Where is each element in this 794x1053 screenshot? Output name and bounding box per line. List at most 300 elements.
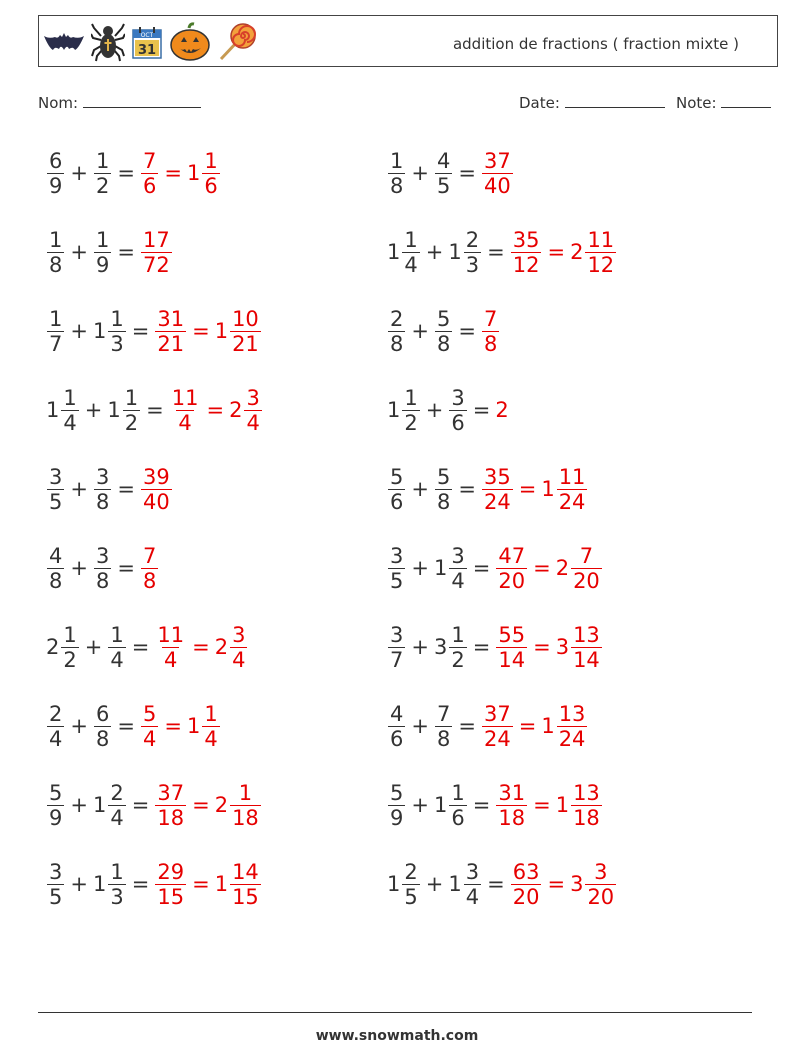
footer-url: www.snowmath.com <box>315 1028 479 1044</box>
answer-numerator: 63 <box>512 859 540 884</box>
term2-denominator: 9 <box>95 252 110 277</box>
answer <box>481 149 514 198</box>
equals-sign: = <box>117 240 135 264</box>
term2-fraction <box>94 702 111 751</box>
answer-numerator: 17 <box>142 227 170 252</box>
problem-row <box>46 301 262 361</box>
problem-row <box>387 143 514 203</box>
term1-whole: 2 <box>46 635 60 659</box>
term2-fraction <box>435 149 452 198</box>
plus-sign: + <box>70 477 88 501</box>
mixed-answer-whole: 1 <box>186 714 201 738</box>
mixed-answer-fraction <box>585 228 616 277</box>
plus-sign: + <box>411 161 429 185</box>
term2-fraction <box>449 544 466 593</box>
term2-fraction <box>108 781 125 830</box>
equals-sign: = <box>146 398 164 422</box>
mixed-answer-denominator: 4 <box>232 647 246 672</box>
mixed-answer-fraction <box>230 781 261 830</box>
equals-sign: = <box>117 714 135 738</box>
term2-denominator: 4 <box>110 647 124 672</box>
answer <box>140 228 173 277</box>
answer-equals-sign: = <box>192 319 210 343</box>
answer <box>495 398 508 422</box>
term2-whole: 1 <box>448 240 462 264</box>
answer <box>510 860 617 909</box>
answer-denominator: 4 <box>164 647 178 672</box>
mixed-answer-fraction <box>230 307 261 356</box>
term2-numerator: 1 <box>110 859 124 884</box>
term2-numerator: 4 <box>436 148 451 173</box>
term1-denominator: 5 <box>390 568 404 593</box>
term1-fraction <box>388 702 405 751</box>
term2-whole: 1 <box>92 872 107 896</box>
answer-fraction <box>155 623 186 672</box>
term1-numerator: 2 <box>49 701 63 726</box>
term1-fraction <box>61 386 78 435</box>
equals-sign: = <box>458 477 476 501</box>
equals-sign: = <box>472 793 491 817</box>
equals-sign: = <box>472 556 491 580</box>
mixed-answer-whole: 2 <box>214 793 229 817</box>
term2-denominator: 8 <box>436 489 451 514</box>
answer-fraction <box>155 860 186 909</box>
problem-row <box>46 696 221 756</box>
term2-fraction <box>123 386 140 435</box>
term1-denominator: 9 <box>49 173 63 198</box>
mixed-answer-whole: 1 <box>214 319 229 343</box>
term1-fraction <box>47 702 64 751</box>
problem-row <box>46 617 248 677</box>
plus-sign: + <box>425 872 444 896</box>
answer-fraction <box>170 386 201 435</box>
equals-sign: = <box>117 161 135 185</box>
answer <box>495 623 602 672</box>
term1-numerator: 1 <box>63 622 77 647</box>
problem-row <box>387 459 588 519</box>
answer-fraction <box>141 465 172 514</box>
plus-sign: + <box>84 398 103 422</box>
answer-denominator: 8 <box>142 568 157 593</box>
term2-fraction <box>449 386 466 435</box>
term1-numerator: 1 <box>390 148 404 173</box>
term2-denominator: 8 <box>95 568 110 593</box>
equals-sign: = <box>487 240 505 264</box>
term2-denominator: 6 <box>451 805 465 830</box>
answer-denominator: 72 <box>142 252 170 277</box>
term1-fraction <box>47 544 64 593</box>
term2-denominator: 6 <box>451 410 465 435</box>
plus-sign: + <box>70 161 88 185</box>
problem-row <box>46 775 262 835</box>
answer-numerator: 47 <box>498 543 526 568</box>
term2-numerator: 1 <box>451 622 465 647</box>
term2-fraction <box>94 149 111 198</box>
answer-equals-sign: = <box>518 477 537 501</box>
problem-row <box>387 696 588 756</box>
mixed-answer-whole: 1 <box>555 793 570 817</box>
mixed-answer-whole: 2 <box>555 556 570 580</box>
mixed-answer-numerator: 1 <box>238 780 253 805</box>
term2-denominator: 2 <box>124 410 139 435</box>
answer-denominator: 6 <box>142 173 157 198</box>
term2-fraction <box>449 623 466 672</box>
term1-fraction <box>388 307 405 356</box>
mixed-answer-fraction <box>557 702 588 751</box>
plus-sign: + <box>70 872 88 896</box>
term2-fraction <box>435 465 452 514</box>
term1-numerator: 6 <box>49 148 63 173</box>
problem-row <box>387 538 603 598</box>
answer-numerator: 37 <box>157 780 185 805</box>
term2-whole: 1 <box>448 872 462 896</box>
name-line <box>83 93 201 108</box>
mixed-answer-whole: 3 <box>570 872 584 896</box>
term2-numerator: 2 <box>110 780 124 805</box>
problem-row <box>387 854 617 914</box>
answer-numerator: 7 <box>483 306 498 331</box>
term2-denominator: 2 <box>451 647 465 672</box>
answer-equals-sign: = <box>547 872 566 896</box>
answer-denominator: 24 <box>483 726 511 751</box>
term1-fraction <box>47 781 64 830</box>
term2-fraction <box>464 228 481 277</box>
problem-row <box>46 854 262 914</box>
mixed-answer-numerator: 1 <box>204 148 218 173</box>
mixed-answer-numerator: 13 <box>573 622 600 647</box>
note-line <box>721 93 771 108</box>
term1-denominator: 7 <box>49 331 63 356</box>
mixed-answer-fraction <box>557 465 588 514</box>
answer-equals-sign: = <box>206 398 225 422</box>
term1-fraction <box>47 860 64 909</box>
plus-sign: + <box>411 635 429 659</box>
term1-numerator: 1 <box>49 227 63 252</box>
term2-fraction <box>108 307 125 356</box>
date-field[interactable] <box>519 93 665 112</box>
term1-fraction <box>388 465 405 514</box>
mixed-answer-numerator: 13 <box>573 780 600 805</box>
answer-numerator: 55 <box>498 622 526 647</box>
mixed-answer-denominator: 4 <box>204 726 218 751</box>
term1-denominator: 2 <box>63 647 77 672</box>
answer-denominator: 14 <box>498 647 526 672</box>
mixed-answer-fraction <box>230 623 247 672</box>
term2-denominator: 8 <box>95 489 110 514</box>
term2-numerator: 1 <box>451 780 465 805</box>
term1-denominator: 8 <box>390 331 404 356</box>
problem-row <box>387 301 500 361</box>
problem-row <box>387 775 603 835</box>
mixed-answer-whole: 1 <box>186 161 201 185</box>
answer-denominator: 40 <box>483 173 511 198</box>
plus-sign: + <box>84 635 103 659</box>
equals-sign: = <box>131 872 150 896</box>
term1-fraction <box>47 465 64 514</box>
term1-numerator: 1 <box>49 306 63 331</box>
mixed-answer-numerator: 11 <box>587 227 615 252</box>
term2-whole: 1 <box>92 319 107 343</box>
problem-row <box>387 617 603 677</box>
plus-sign: + <box>425 240 444 264</box>
answer-denominator: 24 <box>483 489 511 514</box>
answer <box>495 544 602 593</box>
term1-denominator: 7 <box>390 647 404 672</box>
term2-fraction <box>94 544 111 593</box>
mixed-answer-denominator: 20 <box>587 884 615 909</box>
mixed-answer-numerator: 14 <box>232 859 259 884</box>
worksheet-title: addition de fractions ( fraction mixte ) <box>452 35 739 53</box>
mixed-answer-denominator: 12 <box>587 252 615 277</box>
term1-denominator: 4 <box>49 726 63 751</box>
answer-equals-sign: = <box>533 635 551 659</box>
term2-numerator: 1 <box>110 306 124 331</box>
equals-sign: = <box>458 319 476 343</box>
answer-equals-sign: = <box>518 714 537 738</box>
answer-fraction <box>496 781 527 830</box>
term1-denominator: 8 <box>49 252 63 277</box>
calendar-icon <box>131 24 163 60</box>
mixed-answer-denominator: 18 <box>232 805 259 830</box>
answer-numerator: 11 <box>157 622 185 647</box>
name-field[interactable] <box>38 93 201 112</box>
answer-denominator: 4 <box>178 410 192 435</box>
term2-denominator: 4 <box>465 884 480 909</box>
term1-denominator: 5 <box>49 489 63 514</box>
plus-sign: + <box>411 477 429 501</box>
term1-whole: 1 <box>387 398 401 422</box>
answer <box>154 623 248 672</box>
term2-whole: 1 <box>433 556 448 580</box>
answer-fraction <box>482 149 513 198</box>
calendar-day: 31 <box>137 43 157 58</box>
term2-fraction <box>449 781 466 830</box>
problem-row <box>46 459 173 519</box>
answer-fraction <box>496 623 527 672</box>
equals-sign: = <box>117 556 135 580</box>
answer-numerator: 7 <box>142 148 157 173</box>
term2-numerator: 3 <box>451 543 465 568</box>
term1-numerator: 2 <box>390 306 404 331</box>
header-box <box>38 15 778 67</box>
term1-numerator: 1 <box>63 385 77 410</box>
mixed-answer-denominator: 24 <box>558 489 586 514</box>
mixed-answer-fraction <box>571 781 602 830</box>
mixed-answer-fraction <box>202 702 219 751</box>
mixed-answer-whole: 1 <box>541 714 555 738</box>
term2-numerator: 3 <box>465 859 480 884</box>
term1-fraction <box>388 149 405 198</box>
footer-divider <box>38 1012 752 1013</box>
mixed-answer-numerator: 3 <box>246 385 260 410</box>
term1-fraction <box>388 623 405 672</box>
term1-numerator: 4 <box>390 701 404 726</box>
answer <box>481 465 588 514</box>
term1-denominator: 8 <box>49 568 63 593</box>
answer <box>140 465 173 514</box>
answer-whole: 2 <box>495 398 509 422</box>
equals-sign: = <box>458 161 476 185</box>
answer-denominator: 40 <box>142 489 170 514</box>
problem-row <box>46 143 221 203</box>
term2-denominator: 3 <box>110 331 124 356</box>
term2-numerator: 5 <box>436 306 451 331</box>
term1-numerator: 3 <box>49 464 63 489</box>
mixed-answer-denominator: 20 <box>573 568 600 593</box>
answer-denominator: 20 <box>498 568 526 593</box>
answer-equals-sign: = <box>192 793 210 817</box>
term2-whole: 1 <box>433 793 448 817</box>
term1-denominator: 2 <box>404 410 418 435</box>
note-field[interactable] <box>676 93 771 112</box>
term1-fraction <box>402 228 419 277</box>
term2-denominator: 8 <box>436 331 451 356</box>
answer-equals-sign: = <box>164 161 182 185</box>
answer-numerator: 31 <box>157 306 185 331</box>
mixed-answer-numerator: 1 <box>204 701 218 726</box>
term2-denominator: 8 <box>436 726 451 751</box>
mixed-answer-whole: 2 <box>570 240 584 264</box>
answer-fraction <box>511 860 542 909</box>
note-label: Note: <box>676 94 717 112</box>
term1-denominator: 9 <box>390 805 404 830</box>
mixed-answer-whole: 2 <box>229 398 243 422</box>
plus-sign: + <box>411 556 429 580</box>
term2-numerator: 1 <box>95 148 110 173</box>
mixed-answer-whole: 3 <box>555 635 570 659</box>
mixed-answer-denominator: 14 <box>573 647 600 672</box>
mixed-answer-whole: 1 <box>214 872 229 896</box>
answer <box>510 228 617 277</box>
answer-denominator: 20 <box>512 884 540 909</box>
problem-row <box>46 538 159 598</box>
term1-fraction <box>47 149 64 198</box>
spider-icon <box>91 22 125 62</box>
answer-equals-sign: = <box>192 635 210 659</box>
term1-whole: 1 <box>387 872 401 896</box>
term1-denominator: 4 <box>404 252 418 277</box>
term1-fraction <box>47 307 64 356</box>
plus-sign: + <box>411 319 429 343</box>
equals-sign: = <box>458 714 476 738</box>
term1-numerator: 3 <box>390 543 404 568</box>
answer-denominator: 15 <box>157 884 185 909</box>
answer-numerator: 37 <box>483 701 511 726</box>
term1-numerator: 5 <box>390 464 404 489</box>
answer-fraction <box>141 149 158 198</box>
answer-denominator: 12 <box>512 252 540 277</box>
term1-numerator: 5 <box>49 780 63 805</box>
term2-numerator: 1 <box>124 385 139 410</box>
equals-sign: = <box>117 477 135 501</box>
answer-equals-sign: = <box>547 240 566 264</box>
answer-fraction <box>155 307 186 356</box>
answer-fraction <box>155 781 186 830</box>
term2-denominator: 8 <box>95 726 110 751</box>
term2-denominator: 5 <box>436 173 451 198</box>
term1-numerator: 3 <box>390 622 404 647</box>
term2-numerator: 5 <box>436 464 451 489</box>
mixed-answer-denominator: 21 <box>232 331 259 356</box>
answer-fraction <box>511 228 542 277</box>
calendar-month: OCT <box>140 32 154 39</box>
problem-row <box>46 222 173 282</box>
mixed-answer-denominator: 18 <box>573 805 600 830</box>
answer-numerator: 11 <box>171 385 199 410</box>
answer-denominator: 4 <box>142 726 157 751</box>
equals-sign: = <box>472 635 491 659</box>
term1-numerator: 3 <box>49 859 63 884</box>
answer-numerator: 31 <box>498 780 526 805</box>
term1-whole: 1 <box>46 398 60 422</box>
term1-numerator: 1 <box>404 227 418 252</box>
term2-numerator: 2 <box>465 227 480 252</box>
term1-fraction <box>61 623 78 672</box>
answer-numerator: 37 <box>483 148 511 173</box>
term1-fraction <box>388 544 405 593</box>
mixed-answer-fraction <box>585 860 616 909</box>
term1-numerator: 1 <box>404 385 418 410</box>
equals-sign: = <box>131 635 150 659</box>
answer <box>481 702 588 751</box>
answer <box>495 781 602 830</box>
answer-fraction <box>482 307 499 356</box>
icon-strip <box>43 21 257 63</box>
answer <box>140 702 221 751</box>
term2-numerator: 6 <box>95 701 110 726</box>
mixed-answer-whole: 1 <box>541 477 555 501</box>
answer <box>154 307 261 356</box>
plus-sign: + <box>70 556 88 580</box>
term2-numerator: 3 <box>95 464 110 489</box>
pumpkin-icon <box>169 22 211 62</box>
term2-whole: 3 <box>433 635 448 659</box>
answer-numerator: 35 <box>512 227 540 252</box>
term1-denominator: 8 <box>390 173 404 198</box>
term2-numerator: 1 <box>110 622 124 647</box>
plus-sign: + <box>411 714 429 738</box>
answer-equals-sign: = <box>533 556 551 580</box>
answer-numerator: 39 <box>142 464 170 489</box>
plus-sign: + <box>425 398 444 422</box>
answer-fraction <box>141 228 172 277</box>
mixed-answer-whole: 2 <box>214 635 229 659</box>
term2-denominator: 4 <box>110 805 124 830</box>
plus-sign: + <box>70 793 88 817</box>
term2-fraction <box>94 465 111 514</box>
term2-whole: 1 <box>107 398 121 422</box>
answer <box>154 781 261 830</box>
plus-sign: + <box>70 240 88 264</box>
answer-fraction <box>482 702 513 751</box>
term1-denominator: 9 <box>49 805 63 830</box>
problem-row <box>387 380 509 440</box>
term1-fraction <box>402 386 419 435</box>
plus-sign: + <box>70 319 88 343</box>
date-label: Date: <box>519 94 560 112</box>
term2-fraction <box>108 623 125 672</box>
term1-numerator: 5 <box>390 780 404 805</box>
answer-equals-sign: = <box>533 793 551 817</box>
answer-denominator: 18 <box>157 805 185 830</box>
answer-equals-sign: = <box>192 872 210 896</box>
answer-fraction <box>141 702 158 751</box>
answer-denominator: 21 <box>157 331 185 356</box>
answer-denominator: 18 <box>498 805 526 830</box>
equals-sign: = <box>487 872 505 896</box>
term2-denominator: 4 <box>451 568 465 593</box>
term2-fraction <box>464 860 481 909</box>
